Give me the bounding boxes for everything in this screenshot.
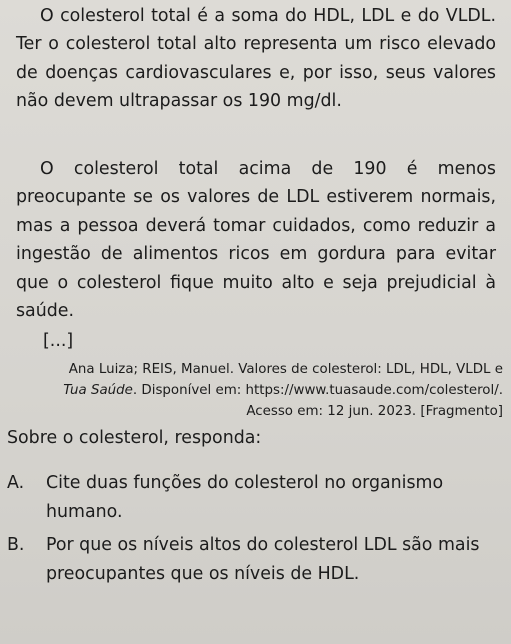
- fragment-ellipsis: [...]: [43, 331, 74, 351]
- citation-line-3: Acesso em: 12 jun. 2023. [Fragmento]: [246, 404, 503, 419]
- citation-url: . Disponível em: https://www.tuasaude.com/colesterol/.: [132, 383, 503, 398]
- citation-line-2: [6, 380, 503, 401]
- citation-line-1: Ana Luiza; REIS, Manuel. Valores de colesterol: LDL, HDL, VLDL e: [68, 362, 503, 377]
- citation: [6, 359, 503, 422]
- item-letter: A.: [7, 473, 25, 493]
- question-item-b: [7, 531, 497, 589]
- item-text: Por que os níveis altos do colesterol LDL são mais preocupantes que os níveis de HDL.: [46, 535, 480, 584]
- citation-source: Tua Saúde: [63, 383, 133, 398]
- question-item-a: [7, 469, 497, 527]
- question-intro: Sobre o colesterol, responda:: [7, 428, 262, 448]
- paragraph-2: O colesterol total acima de 190 é menos preocupante se os valores de LDL estiverem normais, mas a pessoa deverá tomar cuidados, como reduzir a ingestão de alimentos ricos em gordura para evitar que o colesterol fique muito alto e seja prejudicial à saúde.: [16, 159, 496, 322]
- item-letter: B.: [7, 535, 25, 555]
- item-text: Cite duas funções do colesterol no organismo humano.: [46, 473, 444, 522]
- paragraph-1: O colesterol total é a soma do HDL, LDL e do VLDL. Ter o colesterol total alto representa um risco elevado de doenças cardiovasculares e, por isso, seus valores não devem ultrapassar os 190 mg/dl.: [16, 6, 496, 112]
